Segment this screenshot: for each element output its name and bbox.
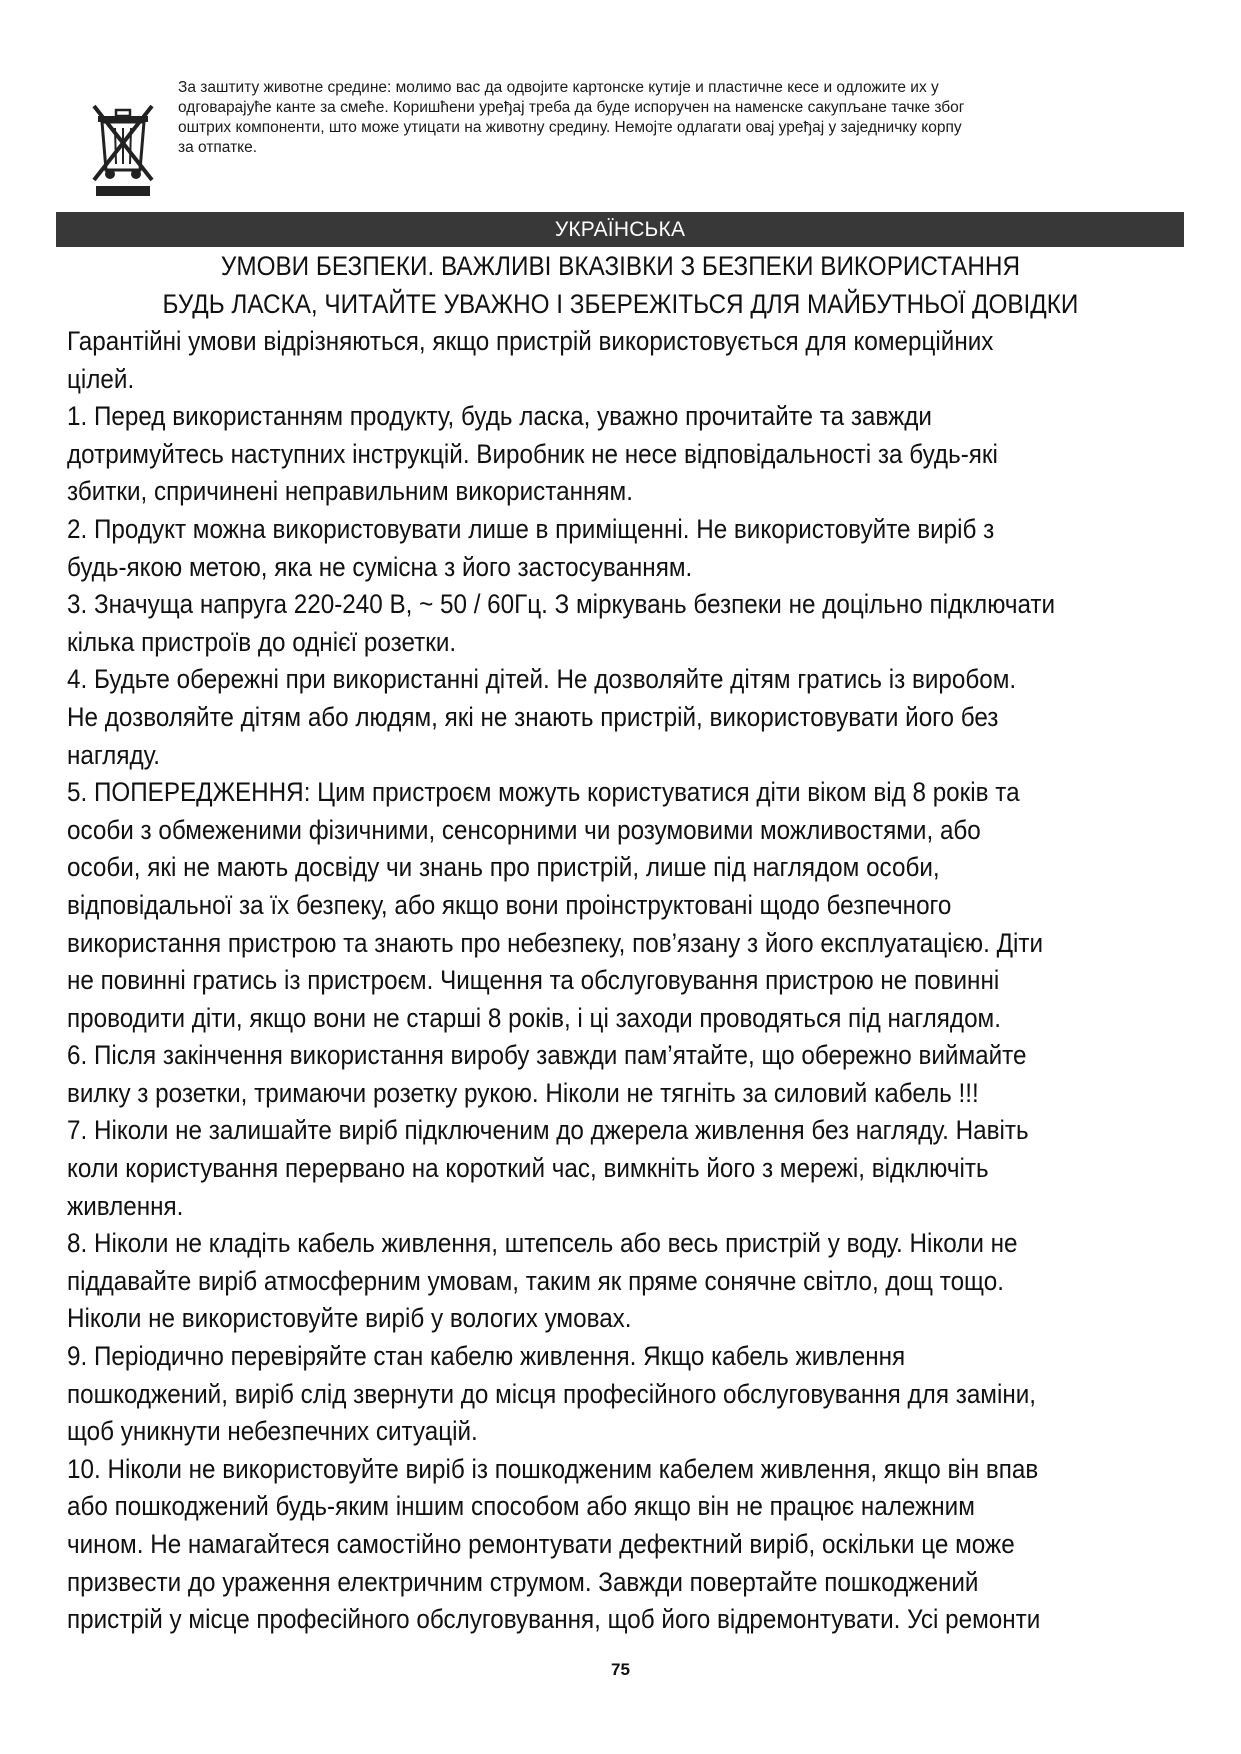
environment-notice-text (178, 78, 1158, 158)
body-line: 1. Перед використанням продукту, будь ласка, уважно прочитайте та завжди (67, 401, 932, 432)
body-line: будь-якою метою, яка не сумісна з його застосуванням. (67, 551, 693, 582)
body-line: кілька пристроїв до однієї розетки. (67, 626, 457, 657)
body-line: збитки, спричинені неправильним використанням. (67, 476, 633, 507)
body-line: щоб уникнути небезпечних ситуацій. (67, 1416, 478, 1447)
body-line: коли користування перервано на короткий час, вимкніть його з мережі, відключіть (67, 1153, 989, 1184)
safety-instructions-body (67, 323, 1136, 1639)
body-line: Гарантійні умови відрізняються, якщо пристрій використовується для комерційних (67, 326, 994, 356)
body-line: 4. Будьте обережні при використанні дітей. Не дозволяйте дітям гратись із виробом. (67, 664, 1017, 695)
body-line: вилку з розетки, тримаючи розетку рукою. Ніколи не тягніть за силовий кабель !!! (67, 1077, 979, 1108)
page-number: 75 (611, 1660, 630, 1679)
body-line: або пошкоджений будь-яким іншим способом або якщо він не працює належним (67, 1491, 975, 1522)
body-line: цілей. (67, 363, 135, 394)
body-line: не повинні гратись із пристроєм. Чищення та обслуговування пристрою не повинні (67, 965, 1000, 996)
environment-notice-line: одговарајуће канте за смеће. Коришћени уређај треба да буде испоручен на наменске сакупљане тачке због (178, 99, 965, 116)
body-line: 8. Ніколи не кладіть кабель живлення, штепсель або весь пристрій у воду. Ніколи не (67, 1228, 1018, 1259)
environment-notice-line: За заштиту животне средине: молимо вас да одвојите картонске кутије и пластичне кесе и одложите их у (178, 79, 939, 96)
language-header-bar: УКРАЇНСЬКА (56, 212, 1184, 247)
body-line: 2. Продукт можна використовувати лише в приміщенні. Не використовуйте виріб з (67, 513, 995, 544)
body-line: проводити діти, якщо вони не старші 8 років, і ці заходи проводяться під наглядом. (67, 1002, 1001, 1033)
body-line: 10. Ніколи не використовуйте виріб із пошкодженим кабелем живлення, якщо він впав (67, 1453, 1039, 1484)
body-line: 7. Ніколи не залишайте виріб підключеним до джерела живлення без нагляду. Навіть (67, 1115, 1029, 1146)
body-line: особи, які не мають досвіду чи знань про пристрій, лише під наглядом особи, (67, 852, 940, 883)
body-line: живлення. (67, 1190, 184, 1221)
body-line: особи з обмеженими фізичними, сенсорними чи розумовими можливостями, або (67, 814, 981, 845)
body-line: пристрій у місце професійного обслуговування, щоб його відремонтувати. Усі ремонти (67, 1604, 1041, 1635)
body-line: 6. Після закінчення використання виробу завжди пам’ятайте, що обережно виймайте (67, 1040, 1027, 1071)
read-carefully-heading: БУДЬ ЛАСКА, ЧИТАЙТЕ УВАЖНО І ЗБЕРЕЖІТЬСЯ ДЛЯ МАЙБУТНЬОЇ ДОВІДКИ (162, 289, 1079, 319)
body-line: Ніколи не використовуйте виріб у вологих умовах. (67, 1303, 632, 1334)
body-line: пошкоджений, виріб слід звернути до місця професійного обслуговування для заміни, (67, 1378, 1037, 1409)
body-line: Не дозволяйте дітям або людям, які не знають пристрій, використовувати його без (67, 701, 999, 732)
body-line: 5. ПОПЕРЕДЖЕННЯ: Цим пристроєм можуть користуватися діти віком від 8 років та (67, 777, 1020, 808)
environment-notice-line: за отпатке. (178, 139, 258, 156)
crossed-out-wheelie-bin-icon (88, 100, 158, 198)
body-line: використання пристрою та знають про небезпеку, пов’язану з його експлуатацією. Діти (67, 927, 1044, 958)
body-line: призвести до ураження електричним струмом. Завжди повертайте пошкоджений (67, 1566, 979, 1597)
environment-notice-line: оштрих компоненти, што може утицати на животну средину. Немојте одлагати овај уређај у заједничку корпу (178, 119, 962, 136)
body-line: 3. Значуща напруга 220-240 В, ~ 50 / 60Гц. З міркувань безпеки не доцільно підключати (67, 589, 1056, 620)
body-line: чином. Не намагайтеся самостійно ремонтувати дефектний виріб, оскільки це може (67, 1529, 1015, 1559)
body-line: дотримуйтесь наступних інструкцій. Виробник не несе відповідальності за будь-які (67, 438, 998, 469)
body-line: відповідальної за їх безпеку, або якщо вони проінструктовані щодо безпечного (67, 889, 952, 920)
body-line: 9. Періодично перевіряйте стан кабелю живлення. Якщо кабель живлення (67, 1341, 906, 1372)
safety-heading: УМОВИ БЕЗПЕКИ. ВАЖЛИВІ ВКАЗІВКИ З БЕЗПЕКИ ВИКОРИСТАННЯ (220, 251, 1021, 281)
environment-notice (82, 78, 1162, 198)
body-line: нагляду. (67, 739, 161, 770)
body-line: піддавайте виріб атмосферним умовам, таким як пряме сонячне світло, дощ тощо. (67, 1265, 1004, 1296)
